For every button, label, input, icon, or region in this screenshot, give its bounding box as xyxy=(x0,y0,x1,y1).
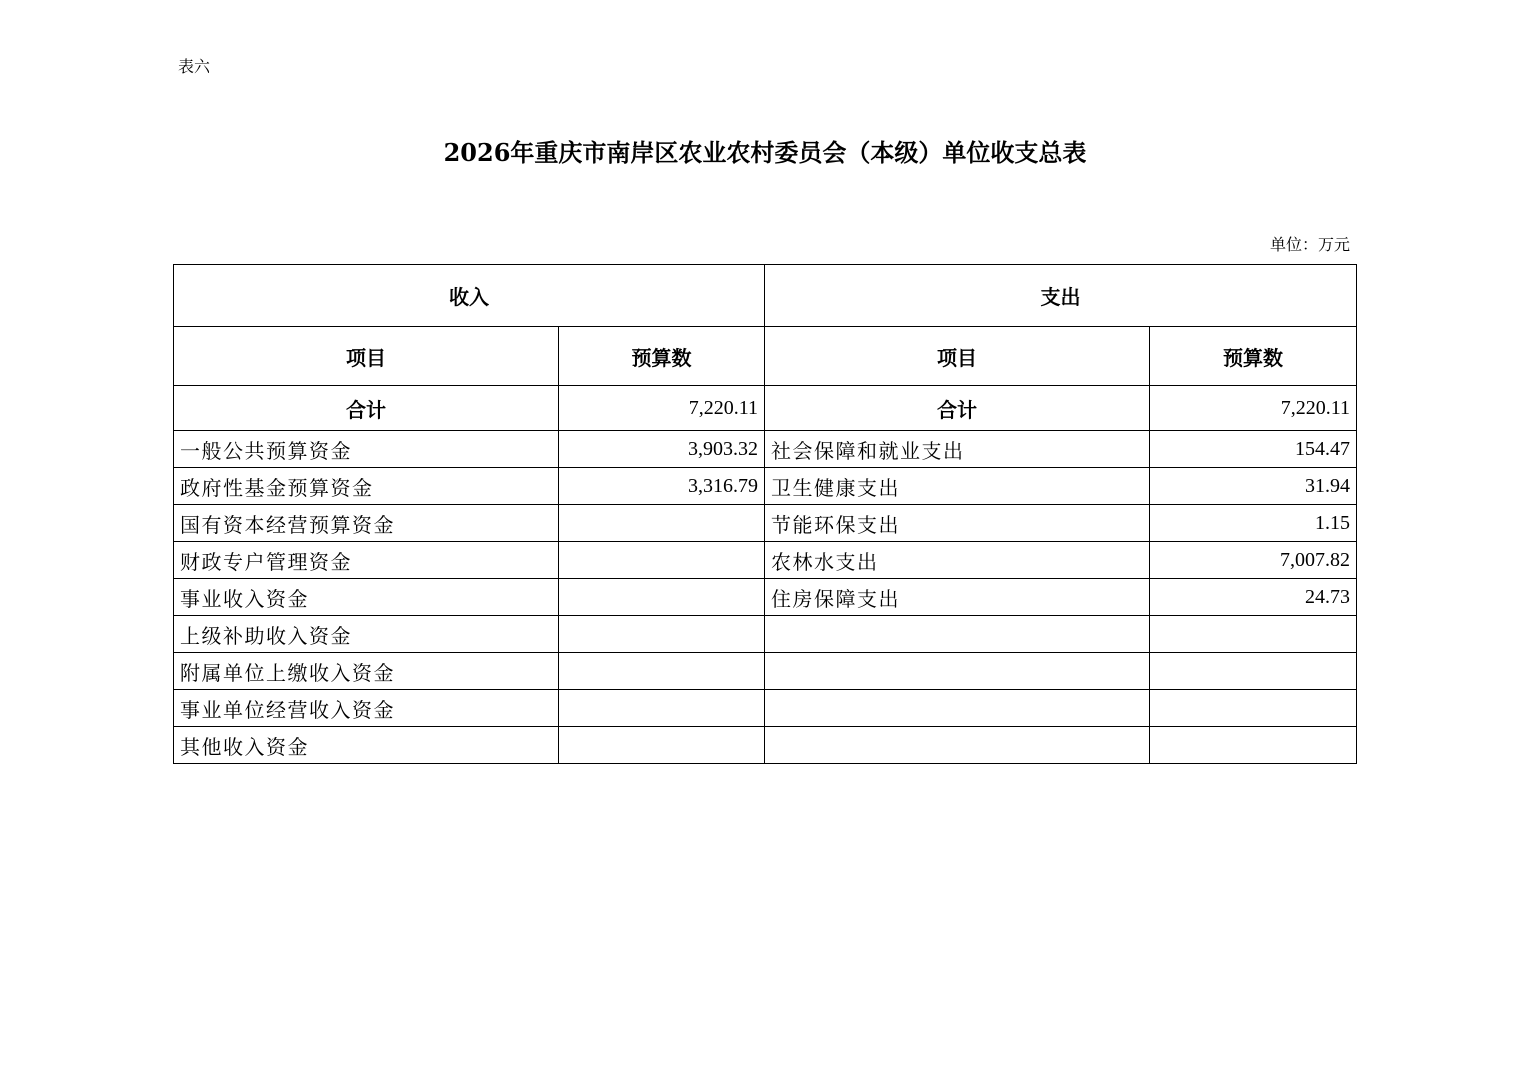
budget-table-body xyxy=(174,265,1357,764)
income-value-cell xyxy=(559,542,765,579)
table-row xyxy=(174,431,1357,468)
expense-item-cell: 农林水支出 xyxy=(765,542,1150,579)
income-value-cell xyxy=(559,690,765,727)
table-label: 表六 xyxy=(178,57,211,76)
table-row xyxy=(174,727,1357,764)
income-value-cell xyxy=(559,505,765,542)
table-row xyxy=(174,653,1357,690)
income-item-cell: 国有资本经营预算资金 xyxy=(174,505,559,542)
expense-value-cell: 1.15 xyxy=(1150,505,1357,542)
expense-total-value: 7,220.11 xyxy=(1150,386,1357,431)
income-value-cell xyxy=(559,616,765,653)
income-item-cell: 事业收入资金 xyxy=(174,579,559,616)
expense-value-cell: 154.47 xyxy=(1150,431,1357,468)
income-total-label: 合计 xyxy=(174,386,559,431)
expense-item-cell xyxy=(765,727,1150,764)
expense-value-cell xyxy=(1150,727,1357,764)
page-title: 2026年重庆市南岸区农业农村委员会（本级）单位收支总表 xyxy=(443,138,1087,167)
income-value-cell: 3,903.32 xyxy=(559,431,765,468)
income-value-cell: 3,316.79 xyxy=(559,468,765,505)
expense-value-cell xyxy=(1150,616,1357,653)
expense-value-cell: 7,007.82 xyxy=(1150,542,1357,579)
income-item-header: 项目 xyxy=(174,327,559,386)
expense-item-cell xyxy=(765,616,1150,653)
expense-total-label: 合计 xyxy=(765,386,1150,431)
income-item-cell: 上级补助收入资金 xyxy=(174,616,559,653)
income-group-header: 收入 xyxy=(174,265,765,327)
expense-item-cell: 节能环保支出 xyxy=(765,505,1150,542)
income-item-cell: 附属单位上缴收入资金 xyxy=(174,653,559,690)
income-item-cell: 政府性基金预算资金 xyxy=(174,468,559,505)
income-item-cell: 财政专户管理资金 xyxy=(174,542,559,579)
expense-item-cell: 卫生健康支出 xyxy=(765,468,1150,505)
expense-value-cell xyxy=(1150,690,1357,727)
expense-item-cell xyxy=(765,690,1150,727)
table-row xyxy=(174,505,1357,542)
table-row xyxy=(174,542,1357,579)
table-row xyxy=(174,616,1357,653)
expense-value-cell: 31.94 xyxy=(1150,468,1357,505)
expense-item-header: 项目 xyxy=(765,327,1150,386)
budget-table xyxy=(173,264,1357,764)
table-row xyxy=(174,579,1357,616)
table-row xyxy=(174,690,1357,727)
table-row xyxy=(174,468,1357,505)
total-row xyxy=(174,386,1357,431)
expense-group-header: 支出 xyxy=(765,265,1357,327)
income-item-cell: 其他收入资金 xyxy=(174,727,559,764)
income-total-value: 7,220.11 xyxy=(559,386,765,431)
income-value-cell xyxy=(559,727,765,764)
income-item-cell: 一般公共预算资金 xyxy=(174,431,559,468)
expense-value-cell: 24.73 xyxy=(1150,579,1357,616)
income-value-cell xyxy=(559,653,765,690)
expense-item-cell: 社会保障和就业支出 xyxy=(765,431,1150,468)
expense-value-cell xyxy=(1150,653,1357,690)
expense-budget-header: 预算数 xyxy=(1150,327,1357,386)
income-value-cell xyxy=(559,579,765,616)
column-header-row xyxy=(174,327,1357,386)
expense-item-cell xyxy=(765,653,1150,690)
income-budget-header: 预算数 xyxy=(559,327,765,386)
expense-item-cell: 住房保障支出 xyxy=(765,579,1150,616)
unit-label: 单位：万元 xyxy=(1269,235,1350,254)
group-header-row xyxy=(174,265,1357,327)
income-item-cell: 事业单位经营收入资金 xyxy=(174,690,559,727)
